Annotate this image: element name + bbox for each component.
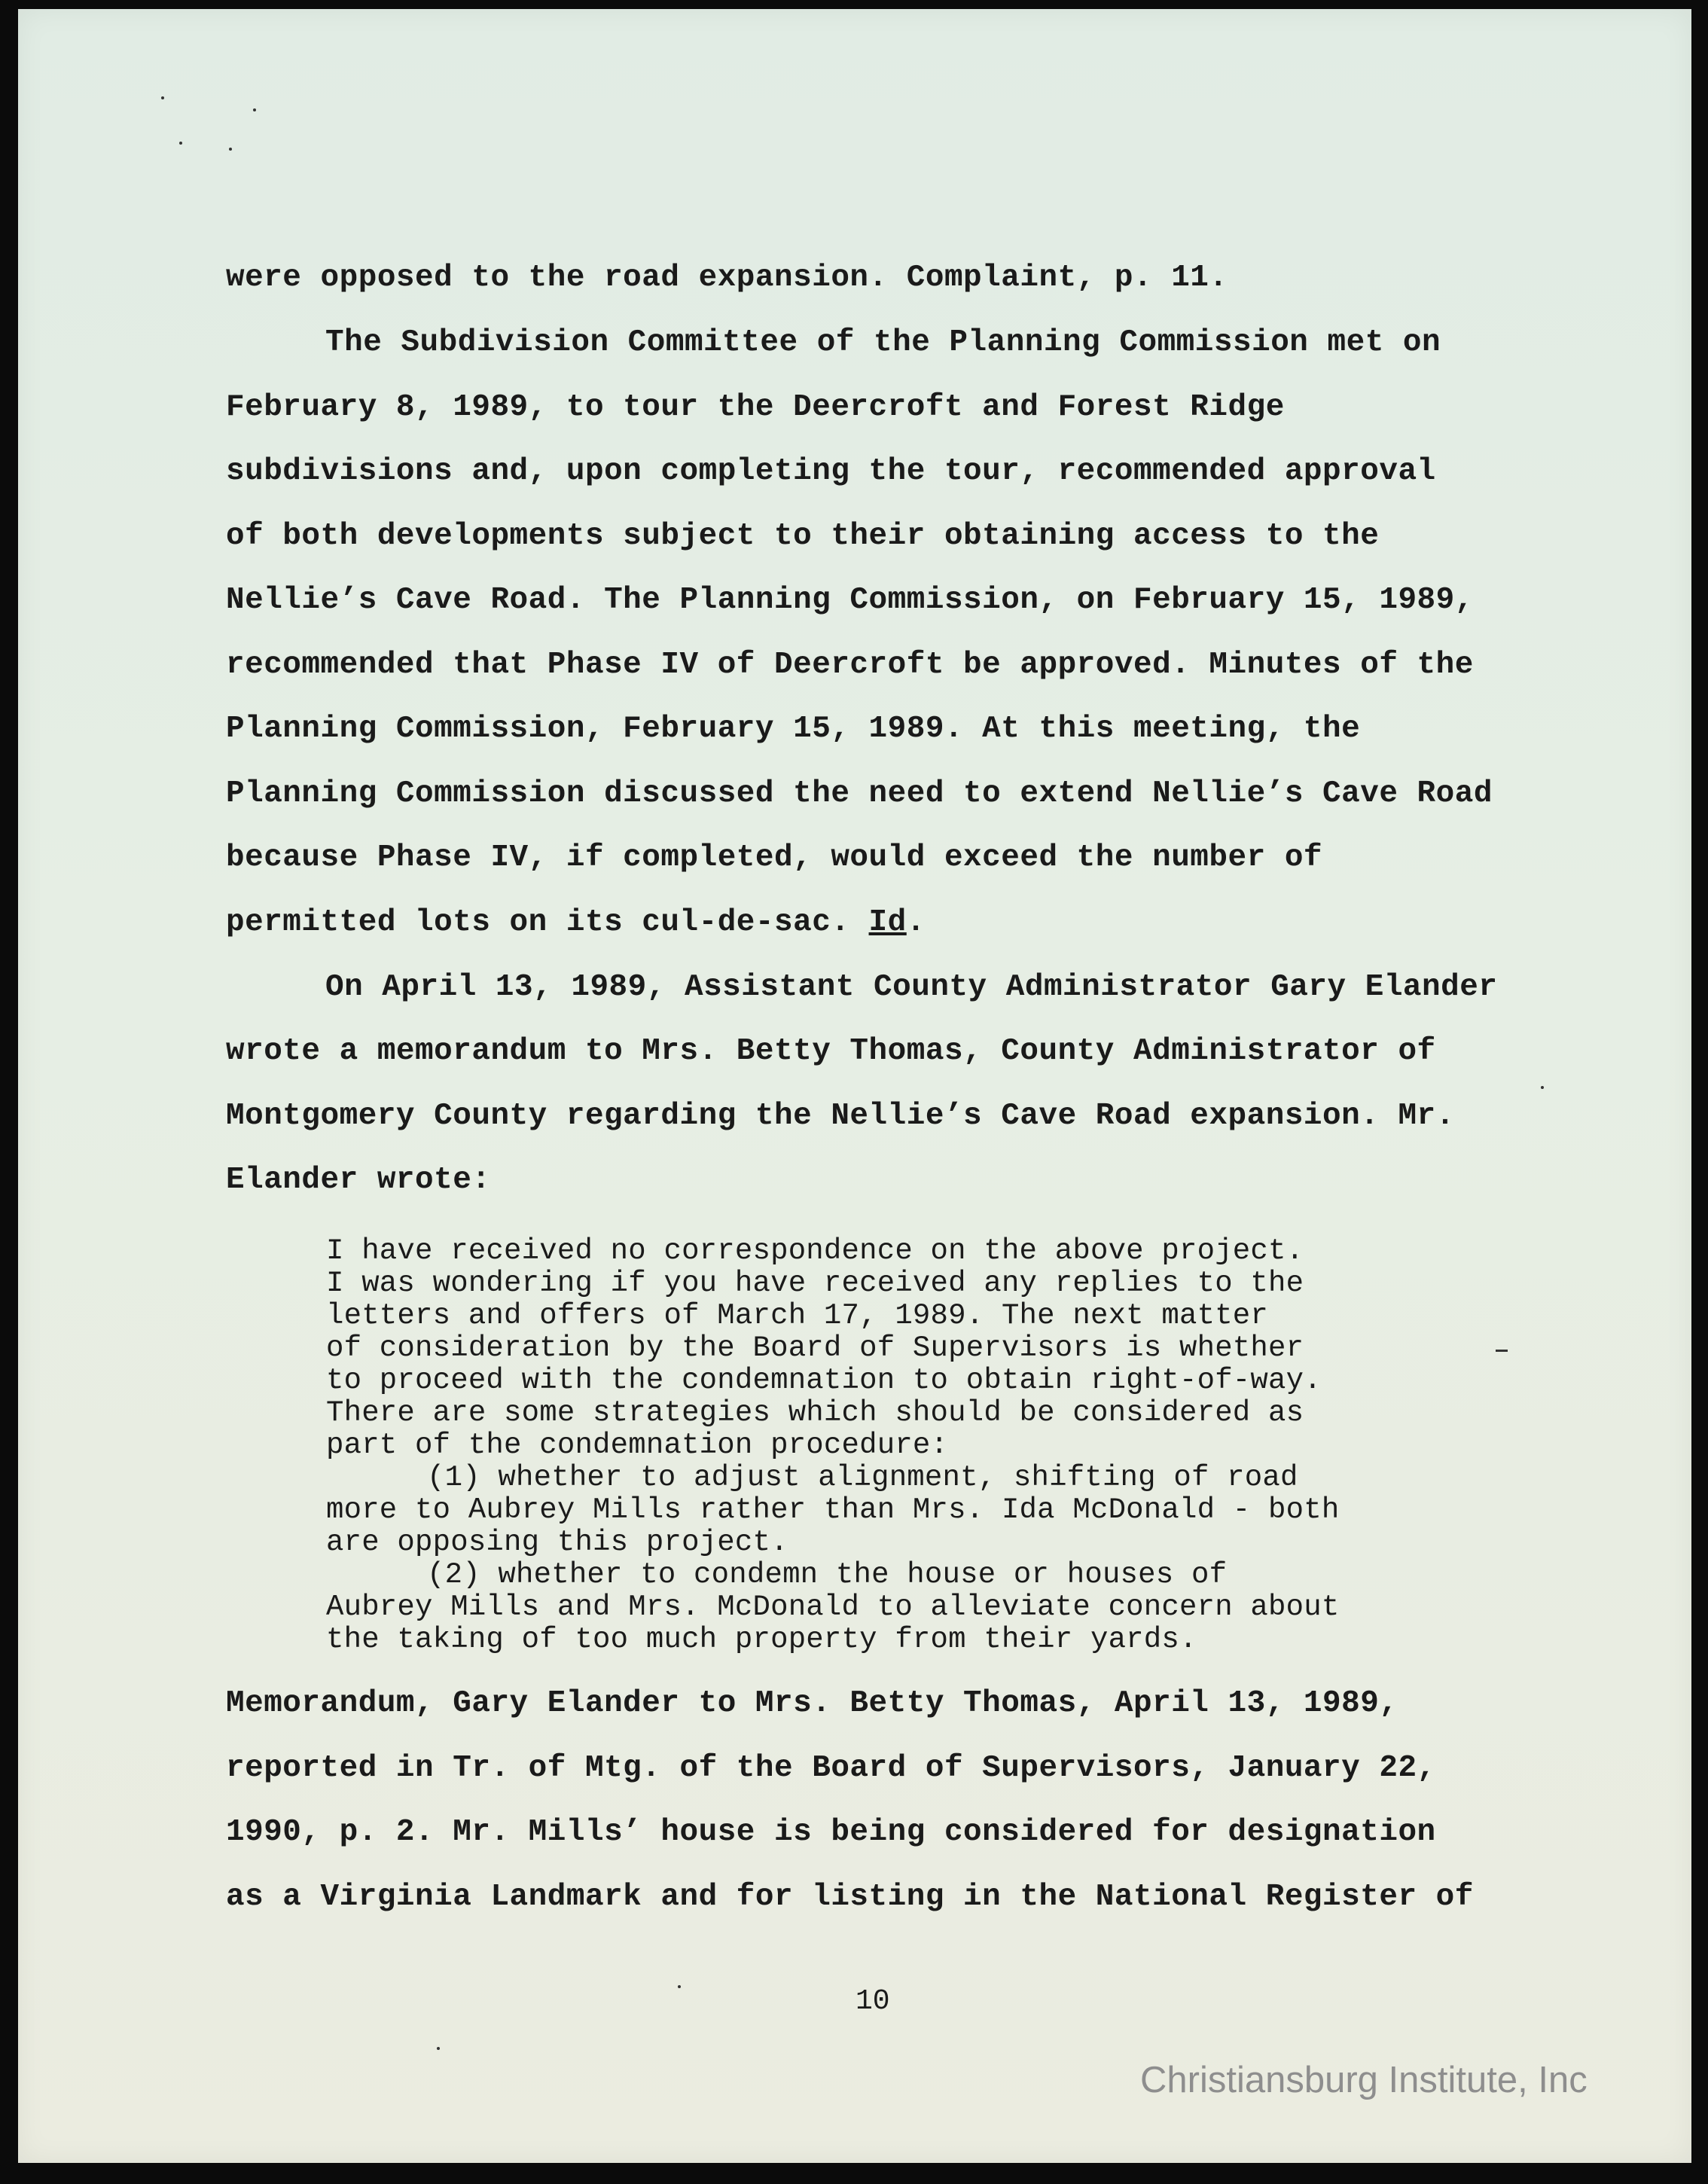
citation-id: Id: [868, 905, 907, 940]
quote-line: the taking of too much property from their yards.: [326, 1623, 1197, 1656]
quote-line: There are some strategies which should be considered as: [326, 1396, 1304, 1429]
quote-line: of consideration by the Board of Supervisors is whether: [326, 1331, 1304, 1365]
dust-speck: [678, 1985, 681, 1988]
body-text-line: Nellie’s Cave Road. The Planning Commission, on February 15, 1989,: [226, 583, 1474, 618]
quote-line: part of the condemnation procedure:: [326, 1429, 949, 1462]
body-text-line: because Phase IV, if completed, would exceed the number of: [226, 840, 1323, 875]
quote-line: I was wondering if you have received any replies to the: [326, 1267, 1304, 1300]
paragraph-first-line: On April 13, 1989, Assistant County Administrator Gary Elander: [325, 970, 1498, 1005]
quote-line: are opposing this project.: [326, 1526, 788, 1559]
quote-line: more to Aubrey Mills rather than Mrs. Ida McDonald - both: [326, 1493, 1340, 1527]
dust-mark: [1496, 1350, 1508, 1352]
body-text-line: Planning Commission discussed the need to extend Nellie’s Cave Road: [226, 776, 1493, 811]
quote-line: letters and offers of March 17, 1989. The next matter: [326, 1299, 1269, 1332]
body-text-line: 1990, p. 2. Mr. Mills’ house is being considered for designation: [226, 1815, 1436, 1850]
dust-speck: [253, 108, 256, 111]
paragraph-first-line: The Subdivision Committee of the Planning Commission met on: [325, 325, 1441, 360]
body-text-line: reported in Tr. of Mtg. of the Board of Supervisors, January 22,: [226, 1751, 1436, 1786]
body-text-line: Memorandum, Gary Elander to Mrs. Betty Thomas, April 13, 1989,: [226, 1686, 1398, 1721]
dust-speck: [179, 142, 182, 145]
page-number: 10: [856, 1985, 890, 2018]
document-page: [18, 9, 1691, 2163]
body-text-line: February 8, 1989, to tour the Deercroft and Forest Ridge: [226, 390, 1285, 425]
body-text-segment: permitted lots on its cul-de-sac.: [226, 905, 869, 940]
body-text-line: recommended that Phase IV of Deercroft be approved. Minutes of the: [226, 648, 1474, 682]
quote-list-item: (1) whether to adjust alignment, shifting of road: [427, 1461, 1298, 1494]
body-text-line: were opposed to the road expansion. Complaint, p. 11.: [226, 261, 1228, 295]
body-text-line: [226, 905, 926, 940]
watermark-text: Christiansburg Institute, Inc: [1140, 2060, 1588, 2100]
quote-list-item: (2) whether to condemn the house or houses of: [427, 1558, 1228, 1591]
body-text-line: Elander wrote:: [226, 1163, 491, 1197]
quote-line: to proceed with the condemnation to obtain right-of-way.: [326, 1364, 1322, 1397]
dust-speck: [1541, 1086, 1544, 1089]
quote-line: Aubrey Mills and Mrs. McDonald to alleviate concern about: [326, 1591, 1340, 1624]
body-text-line: Planning Commission, February 15, 1989. At this meeting, the: [226, 712, 1361, 746]
dust-speck: [437, 2047, 440, 2050]
body-text-line: Montgomery County regarding the Nellie’s Cave Road expansion. Mr.: [226, 1099, 1455, 1133]
body-text-line: as a Virginia Landmark and for listing in the National Register of: [226, 1880, 1474, 1914]
body-text-line: of both developments subject to their obtaining access to the: [226, 519, 1380, 554]
dust-speck: [229, 148, 232, 151]
body-text-segment: .: [906, 905, 926, 940]
body-text-line: wrote a memorandum to Mrs. Betty Thomas, County Administrator of: [226, 1034, 1436, 1069]
body-text-line: subdivisions and, upon completing the tour, recommended approval: [226, 454, 1436, 489]
quote-line: I have received no correspondence on the above project.: [326, 1234, 1304, 1267]
dust-speck: [161, 96, 164, 99]
